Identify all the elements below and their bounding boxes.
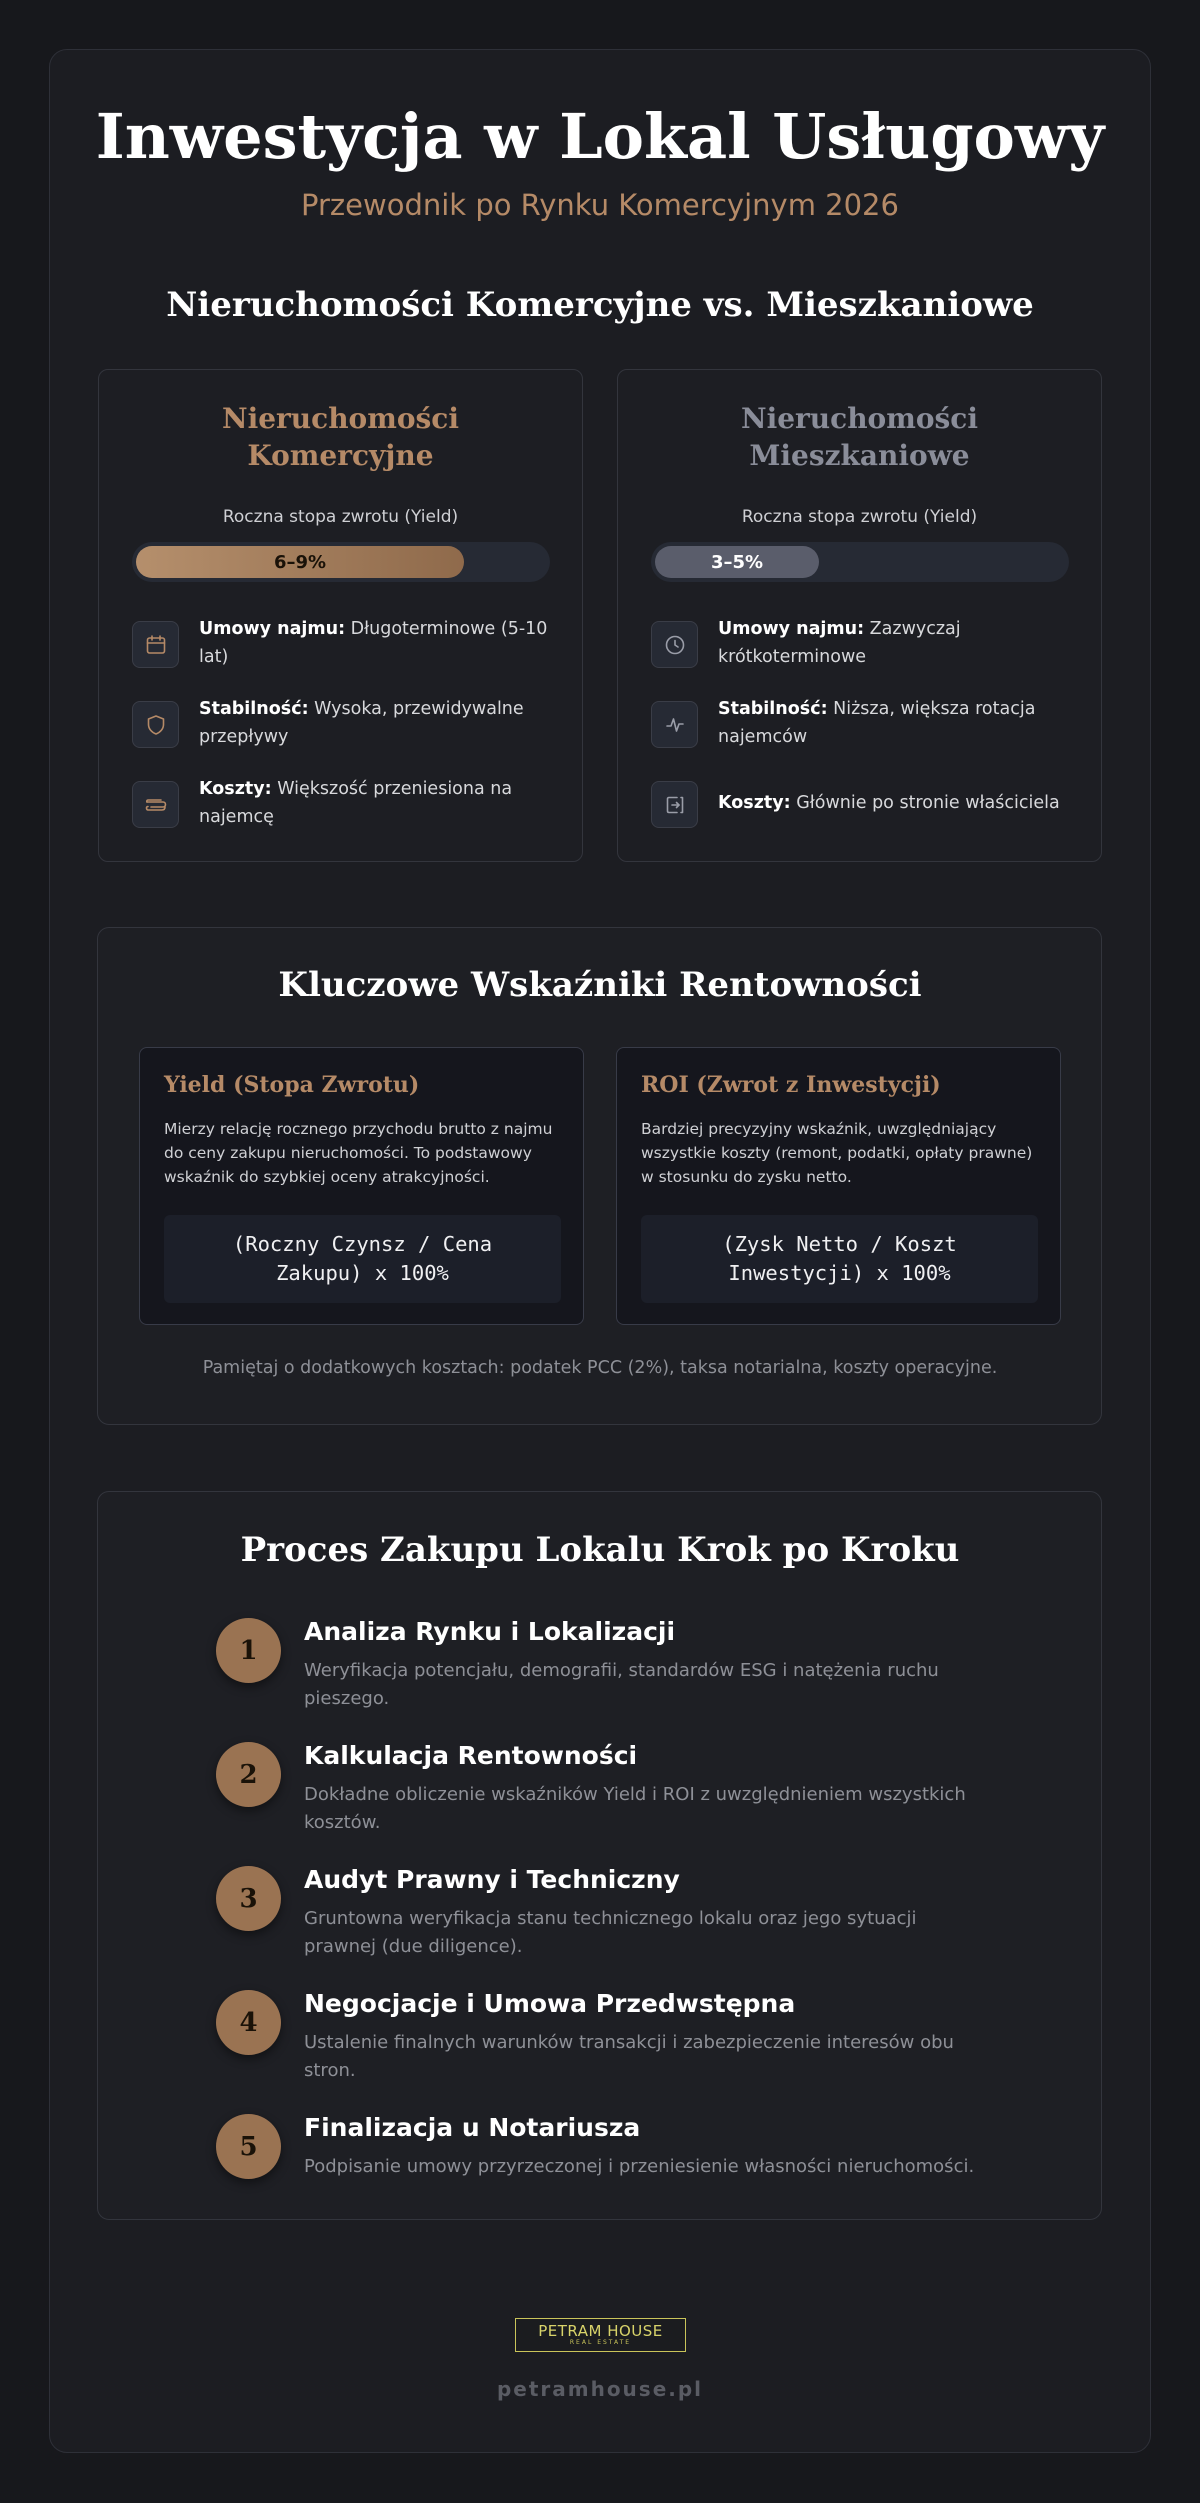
- step-description: Gruntowna weryfikacja stanu technicznego lokalu oraz jego sytuacji prawnej (due diligence).: [304, 1908, 917, 1957]
- residential-card: [617, 369, 1102, 862]
- page-subtitle: Przewodnik po Rynku Komercyjnym 2026: [301, 188, 899, 222]
- residential-feature-lease: Umowy najmu: Zazwyczaj krótkoterminowe: [651, 615, 1071, 675]
- roi-card-title: ROI (Zwrot z Inwestycji): [641, 1072, 941, 1098]
- step-number: 4: [216, 1990, 281, 2055]
- residential-yield-label: Roczna stopa zwrotu (Yield): [741, 507, 978, 527]
- step-title: Kalkulacja Rentowności: [304, 1741, 638, 1770]
- step-number: 3: [216, 1866, 281, 1931]
- yield-formula: (Roczny Czynsz / Cena Zakupu) x 100%: [164, 1215, 561, 1303]
- roi-card-description: Bardziej precyzyjny wskaźnik, uwzględniający wszystkie koszty (remont, podatki, opłaty prawne) w stosunku do zysku netto.: [641, 1120, 1033, 1186]
- step-title: Analiza Rynku i Lokalizacji: [304, 1617, 676, 1646]
- step-number: 5: [216, 2114, 281, 2179]
- residential-yield-bar: [651, 542, 1069, 582]
- residential-title: Nieruchomości Mieszkaniowe: [741, 402, 978, 472]
- yield-card: [139, 1047, 584, 1325]
- commercial-yield-label: Roczna stopa zwrotu (Yield): [222, 507, 459, 527]
- yield-card-title: Yield (Stopa Zwrotu): [164, 1072, 420, 1098]
- step-description: Dokładne obliczenie wskaźników Yield i ROI z uwzględnieniem wszystkich kosztów.: [304, 1784, 966, 1833]
- commercial-yield-fill: 6–9%: [136, 546, 464, 578]
- process-title: Proces Zakupu Lokalu Krok po Kroku: [240, 1530, 960, 1570]
- step-title: Audyt Prawny i Techniczny: [304, 1865, 680, 1894]
- company-logo: PETRAM HOUSE REAL ESTATE: [515, 2318, 686, 2352]
- process-panel: [97, 1491, 1102, 2220]
- page-title: Inwestycja w Lokal Usługowy: [95, 100, 1105, 173]
- commercial-feature-stability: Stabilność: Wysoka, przewidywalne przepływy: [132, 695, 552, 755]
- residential-feature-stability: Stabilność: Niższa, większa rotacja najemców: [651, 695, 1071, 755]
- commercial-feature-lease: Umowy najmu: Długoterminowe (5-10 lat): [132, 615, 552, 675]
- wallet-icon: [132, 781, 179, 828]
- process-step: [214, 1742, 1004, 1852]
- process-step: [214, 2114, 1004, 2224]
- residential-yield-fill: 3–5%: [655, 546, 819, 578]
- process-step: [214, 1618, 1004, 1728]
- commercial-yield-bar: [132, 542, 550, 582]
- calendar-icon: [132, 621, 179, 668]
- step-title: Negocjacje i Umowa Przedwstępna: [304, 1989, 796, 2018]
- step-number: 2: [216, 1742, 281, 1807]
- clock-icon: [651, 621, 698, 668]
- step-number: 1: [216, 1618, 281, 1683]
- commercial-card: [98, 369, 583, 862]
- website-link[interactable]: petramhouse.pl: [496, 2377, 704, 2401]
- activity-icon: [651, 701, 698, 748]
- step-description: Podpisanie umowy przyrzeczonej i przeniesienie własności nieruchomości.: [304, 2156, 975, 2177]
- comparison-title: Nieruchomości Komercyjne vs. Mieszkaniowe: [166, 285, 1034, 325]
- costs-note: Pamiętaj o dodatkowych kosztach: podatek PCC (2%), taksa notarialna, koszty operacyjne.: [202, 1358, 998, 1378]
- commercial-feature-costs: Koszty: Większość przeniesiona na najemcę: [132, 775, 552, 835]
- process-step: [214, 1990, 1004, 2100]
- yield-card-description: Mierzy relację rocznego przychodu brutto z najmu do ceny zakupu nieruchomości. To podstawowy wskaźnik do szybkiej oceny atrakcyjności.: [164, 1120, 553, 1186]
- commercial-title: Nieruchomości Komercyjne: [222, 402, 459, 472]
- indicators-title: Kluczowe Wskaźniki Rentowności: [278, 965, 922, 1005]
- exit-icon: [651, 781, 698, 828]
- shield-icon: [132, 701, 179, 748]
- step-description: Ustalenie finalnych warunków transakcji i zabezpieczenie interesów obu stron.: [304, 2032, 954, 2081]
- roi-card: [616, 1047, 1061, 1325]
- step-description: Weryfikacja potencjału, demografii, standardów ESG i natężenia ruchu pieszego.: [304, 1660, 939, 1709]
- residential-feature-costs: Koszty: Głównie po stronie właściciela: [651, 775, 1071, 835]
- process-step: [214, 1866, 1004, 1976]
- roi-formula: (Zysk Netto / Koszt Inwestycji) x 100%: [641, 1215, 1038, 1303]
- step-title: Finalizacja u Notariusza: [304, 2113, 641, 2142]
